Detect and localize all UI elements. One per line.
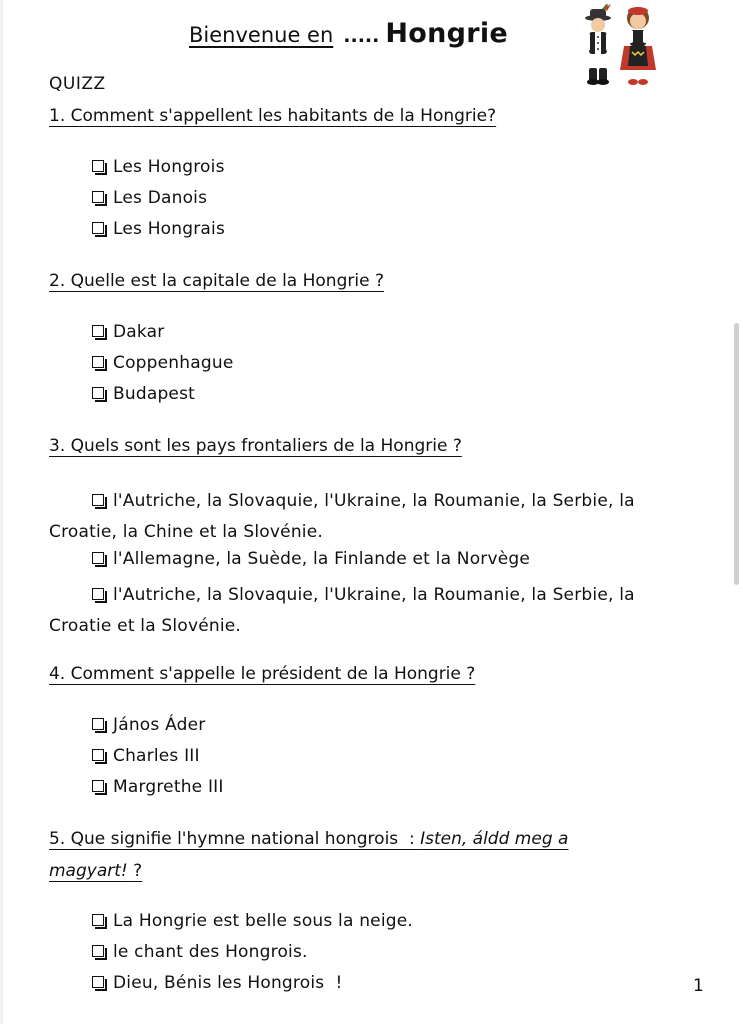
question-5: 5. Que signifie l'hymne national hongrois : Isten, áldd meg a	[49, 829, 569, 849]
option-5-a[interactable]: La Hongrie est belle sous la neige.	[92, 911, 413, 931]
option-2-b[interactable]: Coppenhague	[92, 353, 234, 373]
option-3-b[interactable]: l'Allemagne, la Suède, la Finlande et la Norvège	[92, 549, 530, 569]
question-2: 2. Quelle est la capitale de la Hongrie ?	[49, 271, 384, 291]
question-5-continued: magyart! ?	[49, 861, 143, 881]
option-4-c[interactable]: Margrethe III	[92, 777, 224, 797]
boy-figure-icon	[585, 4, 611, 85]
option-5-c[interactable]: Dieu, Bénis les Hongrois !	[92, 973, 343, 993]
checkbox-icon[interactable]	[92, 945, 104, 957]
girl-figure-icon	[620, 7, 656, 85]
option-1-b[interactable]: Les Danois	[92, 188, 207, 208]
option-5-b[interactable]: le chant des Hongrois.	[92, 942, 308, 962]
option-1-a[interactable]: Les Hongrois	[92, 157, 225, 177]
title-dots: .....	[343, 25, 380, 47]
question-1: 1. Comment s'appellent les habitants de la Hongrie?	[49, 106, 497, 126]
checkbox-icon[interactable]	[92, 780, 104, 792]
checkbox-icon[interactable]	[92, 222, 104, 234]
page-title	[189, 18, 508, 49]
checkbox-icon[interactable]	[92, 718, 104, 730]
option-3-a[interactable]	[49, 486, 683, 548]
checkbox-icon[interactable]	[92, 749, 104, 761]
option-4-a[interactable]: János Áder	[92, 715, 205, 735]
checkbox-icon[interactable]	[92, 494, 104, 506]
checkbox-icon[interactable]	[92, 356, 104, 368]
option-4-b[interactable]: Charles III	[92, 746, 200, 766]
checkbox-icon[interactable]	[92, 160, 104, 172]
checkbox-icon[interactable]	[92, 552, 104, 564]
hungarian-couple-illustration	[574, 4, 664, 86]
checkbox-icon[interactable]	[92, 191, 104, 203]
checkbox-icon[interactable]	[92, 588, 104, 600]
checkbox-icon[interactable]	[92, 976, 104, 988]
checkbox-icon[interactable]	[92, 325, 104, 337]
option-2-c[interactable]: Budapest	[92, 384, 195, 404]
title-welcome: Bienvenue en	[189, 23, 334, 47]
question-4: 4. Comment s'appelle le président de la Hongrie ?	[49, 664, 476, 684]
page-number: 1	[693, 976, 704, 996]
option-3-c-text: l'Autriche, la Slovaquie, l'Ukraine, la Roumanie, la Serbie, la Croatie et la Slovénie.	[49, 585, 635, 636]
page-edge	[0, 0, 3, 1024]
option-1-c[interactable]: Les Hongrais	[92, 219, 225, 239]
option-3-c[interactable]	[49, 580, 683, 642]
checkbox-icon[interactable]	[92, 914, 104, 926]
checkbox-icon[interactable]	[92, 387, 104, 399]
scrollbar-thumb[interactable]	[734, 323, 739, 585]
option-2-a[interactable]: Dakar	[92, 322, 164, 342]
question-3: 3. Quels sont les pays frontaliers de la Hongrie ?	[49, 436, 462, 456]
option-3-a-text: l'Autriche, la Slovaquie, l'Ukraine, la Roumanie, la Serbie, la Croatie, la Chine et la Slovénie.	[49, 491, 635, 542]
title-country: Hongrie	[385, 18, 509, 49]
quizz-label: QUIZZ	[49, 74, 106, 94]
